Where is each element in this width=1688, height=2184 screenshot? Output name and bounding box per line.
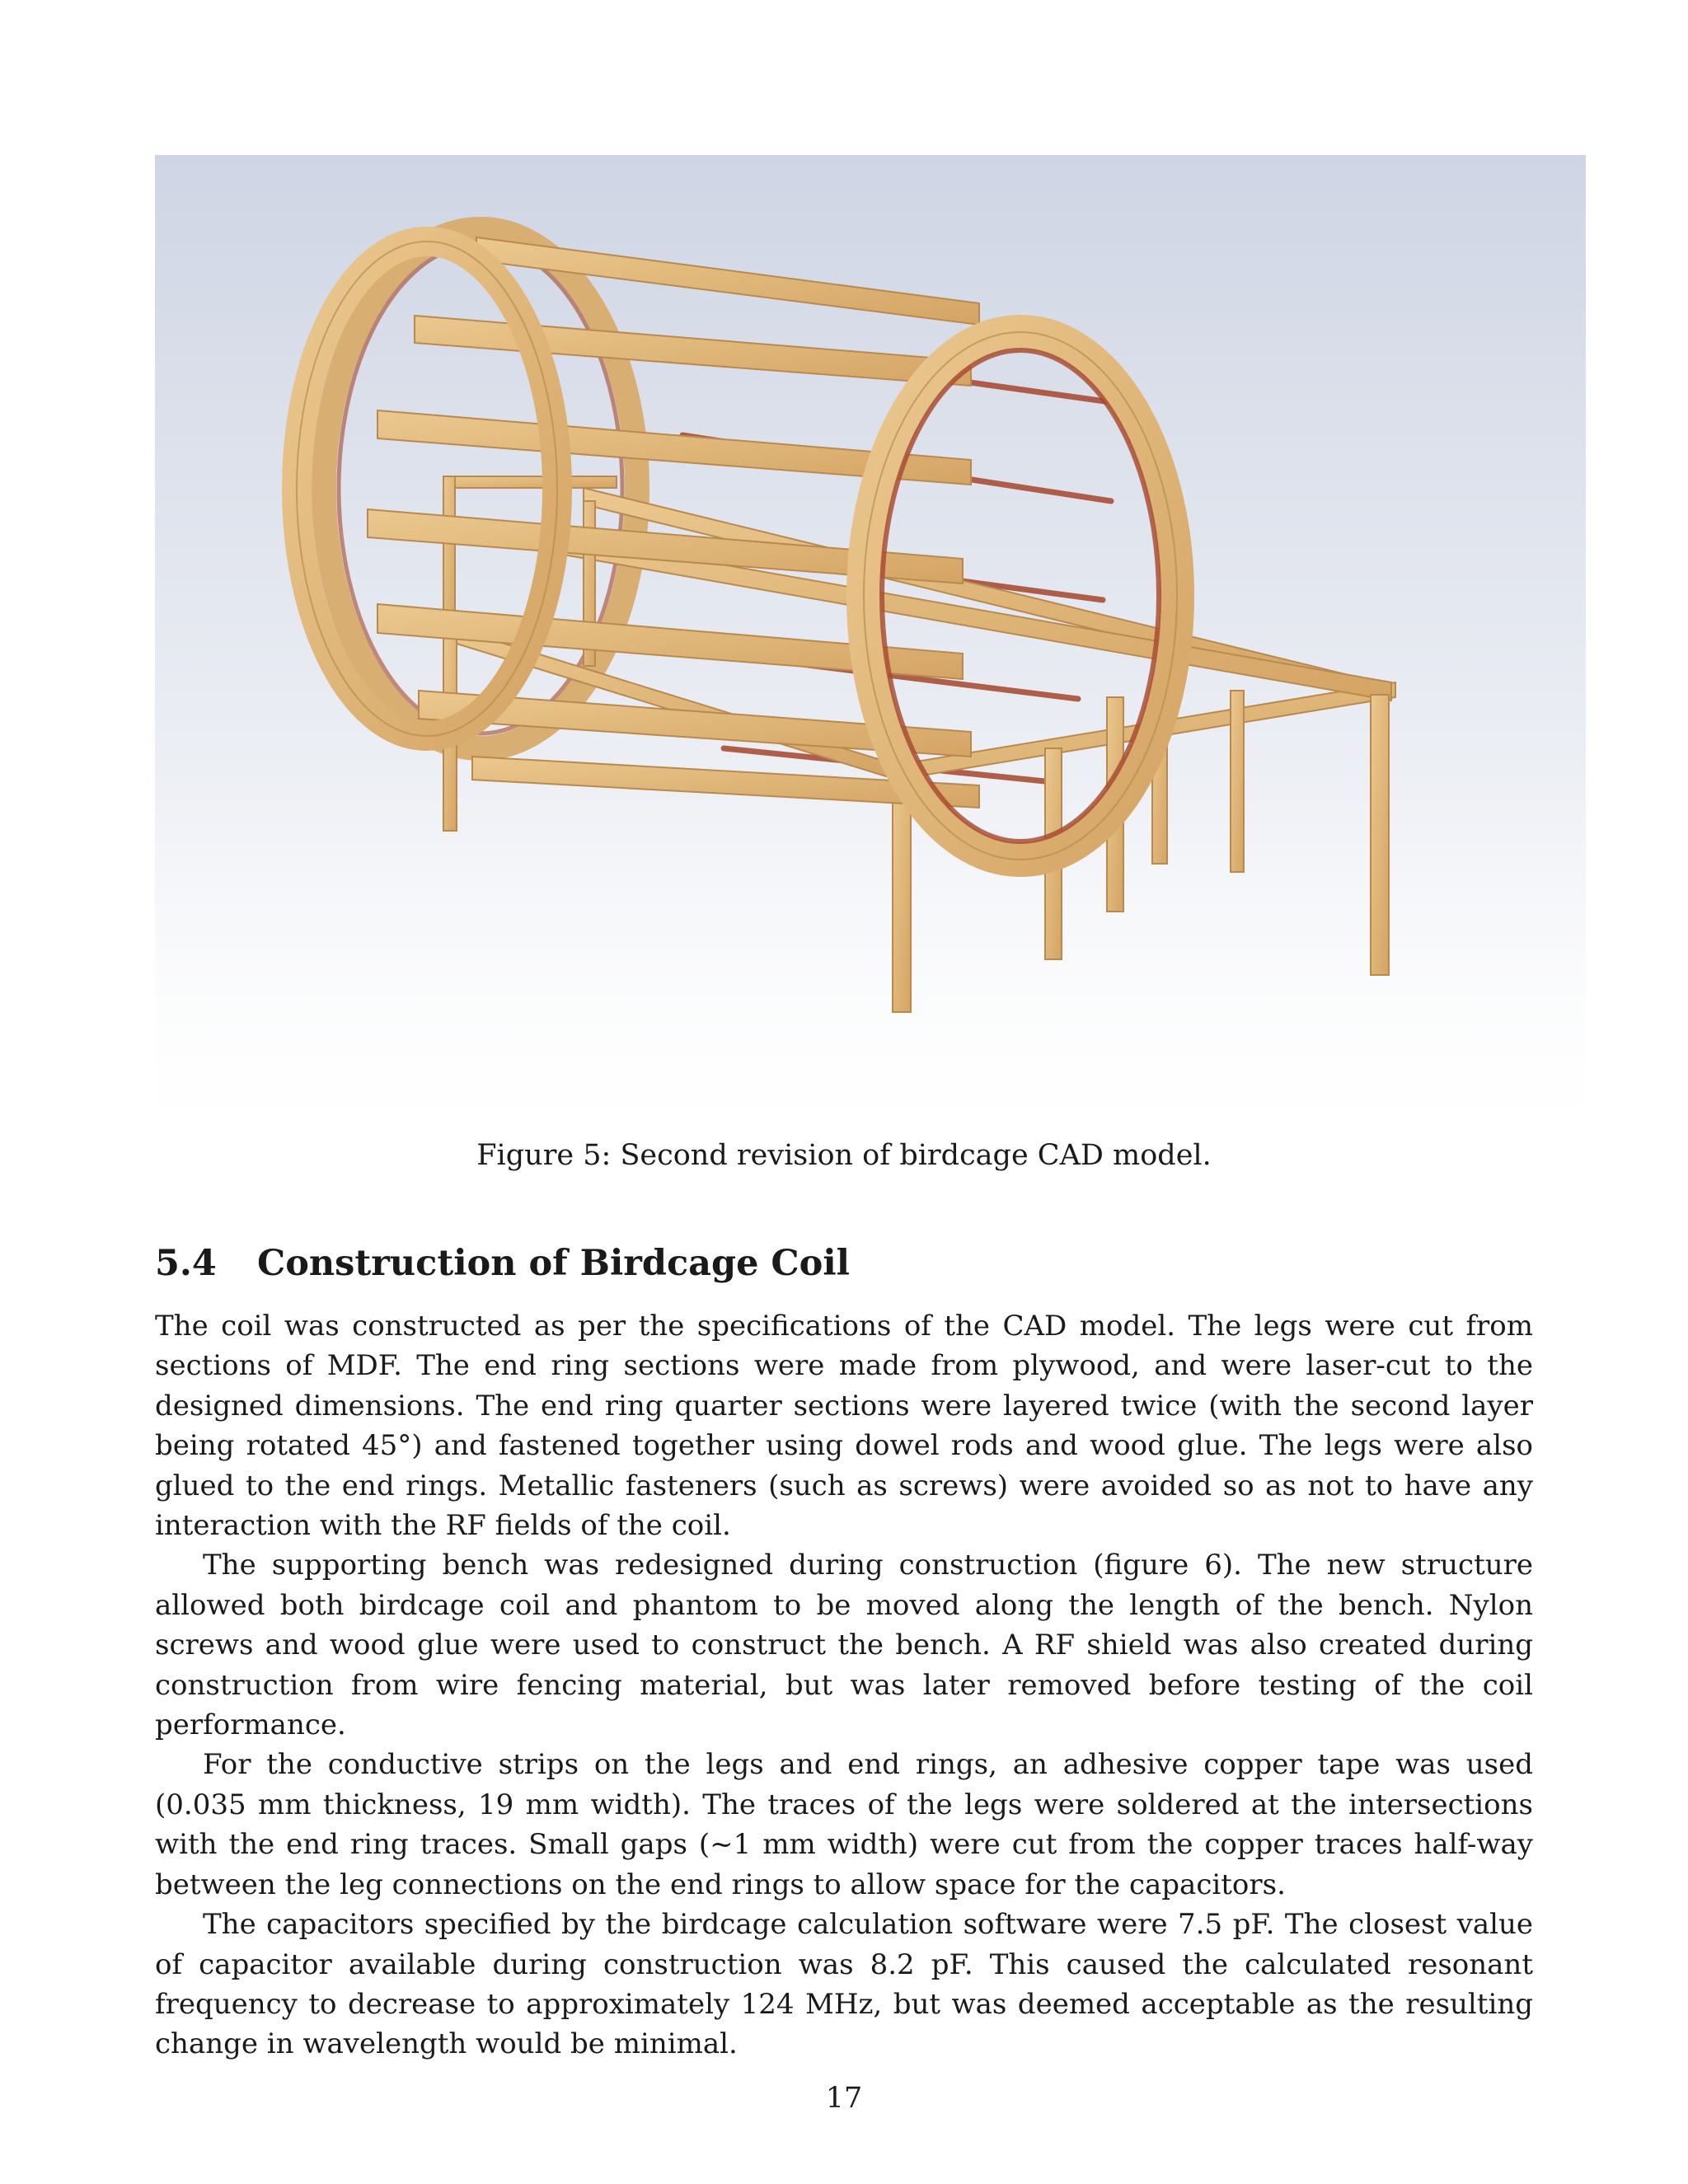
paragraph: The capacitors specified by the birdcage calculation software were 7.5 pF. The closest value of capacitor available during construction was 8.2 pF. This caused the calculated resonant frequency to decrease to approximately 124 MHz, but was deemed acceptable as the resulting change in wavelength would be minimal. [155, 1908, 1533, 2061]
page-number: 17 [825, 2082, 863, 2115]
paragraph: The supporting bench was redesigned during construction (figure 6). The new structure allowed both birdcage coil and phantom to be moved along the length of the bench. Nylon screws and wood glue were used to construct the bench. A RF shield was also created during construction from wire fencing material, but was later removed before testing of the coil performance. [155, 1549, 1533, 1742]
paragraph: For the conductive strips on the legs and end rings, an adhesive copper tape was used (0.035 mm thickness, 19 mm width). The traces of the legs were soldered at the intersections with the end ring traces. Small gaps (~1 mm width) were cut from the copper traces half-way between the leg connections on the end rings to allow space for the capacitors. [155, 1748, 1533, 1901]
section-heading [155, 1239, 1533, 1288]
body-text [155, 1306, 1533, 2064]
figure-caption: Figure 5: Second revision of birdcage CAD model. [476, 1139, 1212, 1172]
figure-birdcage-cad [155, 155, 1586, 1114]
section-title: Construction of Birdcage Coil [257, 1243, 851, 1284]
paragraph: The coil was constructed as per the specifications of the CAD model. The legs were cut from sections of MDF. The end ring sections were made from plywood, and were laser-cut to the designed dimensions. The end ring quarter sections were layered twice (with the second layer being rotated 45°) and fastened together using dowel rods and wood glue. The legs were also glued to the end rings. Metallic fasteners (such as screws) were avoided so as not to have any interaction with the RF fields of the coil. [155, 1310, 1533, 1543]
birdcage-cad-render [155, 155, 1586, 1114]
section-number: 5.4 [155, 1243, 217, 1284]
